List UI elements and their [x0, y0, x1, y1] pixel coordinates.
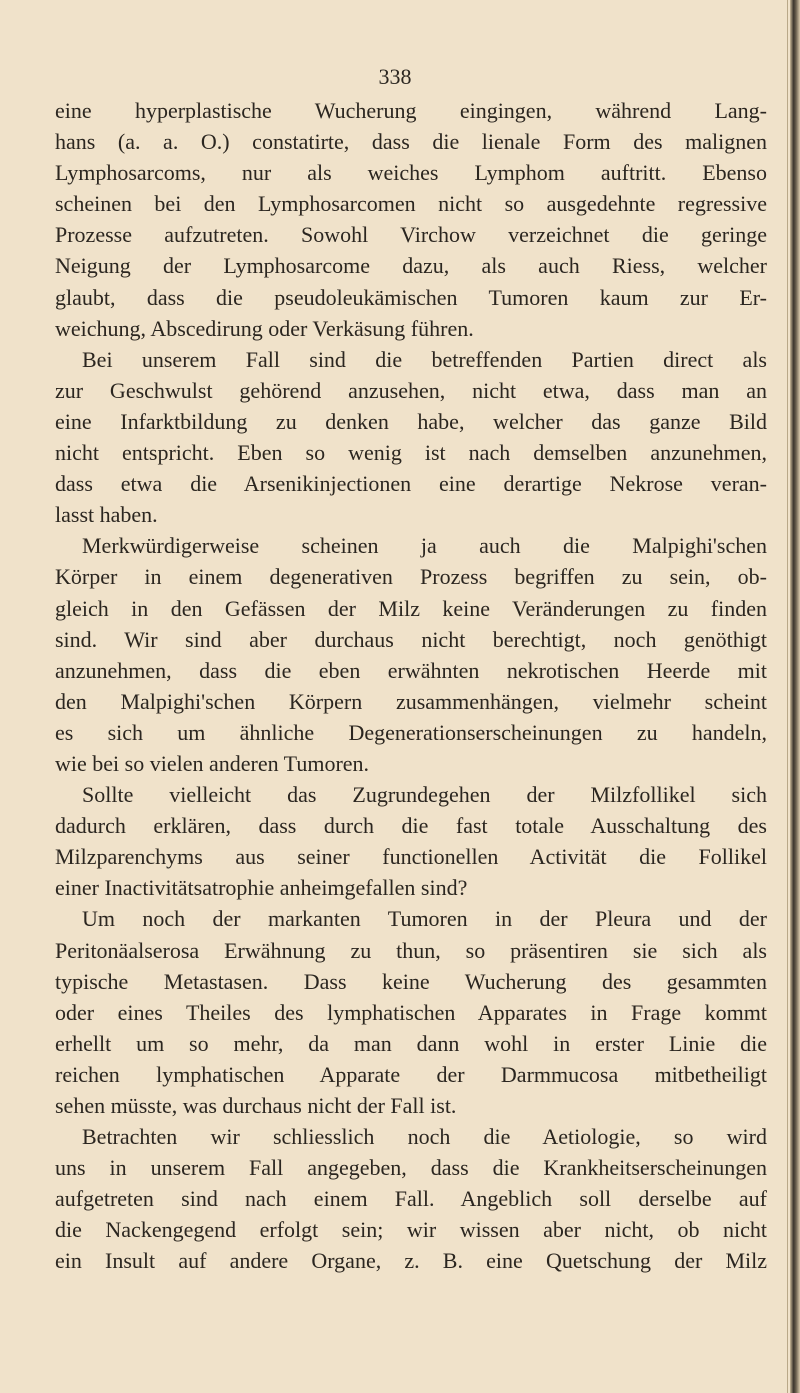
text-line: Um noch der markanten Tumoren in der Pleura und der: [82, 906, 767, 932]
text-line: zur Geschwulst gehörend anzusehen, nicht etwa, dass man an: [55, 377, 767, 403]
text-line: sind. Wir sind aber durchaus nicht berechtigt, noch genöthigt: [55, 626, 767, 652]
text-line: Sollte vielleicht das Zugrundegehen der Milzfollikel sich: [82, 782, 767, 808]
text-line: Merkwürdigerweise scheinen ja auch die Malpighi'schen: [82, 533, 767, 559]
text-line: Lymphosarcoms, nur als weiches Lymphom auftritt. Ebenso: [55, 160, 767, 186]
body-text: [55, 95, 767, 1277]
text-line: Betrachten wir schliesslich noch die Aetiologie, so wird: [82, 1124, 767, 1150]
book-binding-edge: [790, 0, 800, 1393]
text-line: hans (a. a. O.) constatirte, dass die lienale Form des malignen: [55, 129, 767, 155]
text-line: oder eines Theiles des lymphatischen Apparates in Frage kommt: [55, 999, 767, 1025]
text-line: Milzparenchyms aus seiner functionellen Activität die Follikel: [55, 844, 767, 870]
text-line: Peritonäalserosa Erwähnung zu thun, so präsentiren sie sich als: [55, 937, 767, 963]
text-line: eine hyperplastische Wucherung eingingen, während Lang-: [55, 98, 767, 123]
text-line: anzunehmen, dass die eben erwähnten nekrotischen Heerde mit: [55, 657, 767, 683]
text-line: Neigung der Lymphosarcome dazu, als auch Riess, welcher: [55, 253, 767, 279]
text-line: sehen müsste, was durchaus nicht der Fall ist.: [55, 1093, 457, 1118]
text-line: uns in unserem Fall angegeben, dass die Krankheitserscheinungen: [55, 1155, 767, 1181]
text-line: einer Inactivitätsatrophie anheimgefallen sind?: [55, 875, 468, 901]
text-line: Prozesse aufzutreten. Sowohl Virchow verzeichnet die geringe: [55, 222, 767, 248]
text-line: es sich um ähnliche Degenerationserscheinungen zu handeln,: [55, 719, 767, 745]
text-line: aufgetreten sind nach einem Fall. Angeblich soll derselbe auf: [55, 1186, 767, 1212]
text-line: scheinen bei den Lymphosarcomen nicht so ausgedehnte regressive: [55, 191, 767, 217]
text-line: Körper in einem degenerativen Prozess begriffen zu sein, ob-: [55, 564, 767, 590]
text-line: dass etwa die Arsenikinjectionen eine derartige Nekrose veran-: [55, 471, 767, 497]
text-line: glaubt, dass die pseudoleukämischen Tumoren kaum zur Er-: [55, 284, 767, 310]
text-line: typische Metastasen. Dass keine Wucherung des gesammten: [55, 968, 767, 994]
text-line: ein Insult auf andere Organe, z. B. eine Quetschung der Milz: [55, 1248, 767, 1274]
text-line: erhellt um so mehr, da man dann wohl in erster Linie die: [55, 1030, 767, 1056]
text-line: wie bei so vielen anderen Tumoren.: [55, 750, 370, 776]
text-line: lasst haben.: [55, 502, 158, 528]
text-line: gleich in den Gefässen der Milz keine Veränderungen zu finden: [55, 595, 767, 621]
text-line: dadurch erklären, dass durch die fast totale Ausschaltung des: [55, 813, 767, 839]
text-line: die Nackengegend erfolgt sein; wir wissen aber nicht, ob nicht: [55, 1217, 767, 1243]
text-line: nicht entspricht. Eben so wenig ist nach demselben anzunehmen,: [55, 440, 767, 466]
page-edge-line: [787, 0, 788, 1393]
text-line: den Malpighi'schen Körpern zusammenhängen, vielmehr scheint: [55, 688, 767, 714]
text-line: weichung, Abscedirung oder Verkäsung führen.: [55, 315, 474, 341]
text-line: eine Infarktbildung zu denken habe, welcher das ganze Bild: [55, 408, 767, 434]
text-line: reichen lymphatischen Apparate der Darmmucosa mitbetheiligt: [55, 1061, 767, 1087]
page-number: 338: [378, 64, 412, 89]
text-line: Bei unserem Fall sind die betreffenden Partien direct als: [82, 346, 767, 372]
